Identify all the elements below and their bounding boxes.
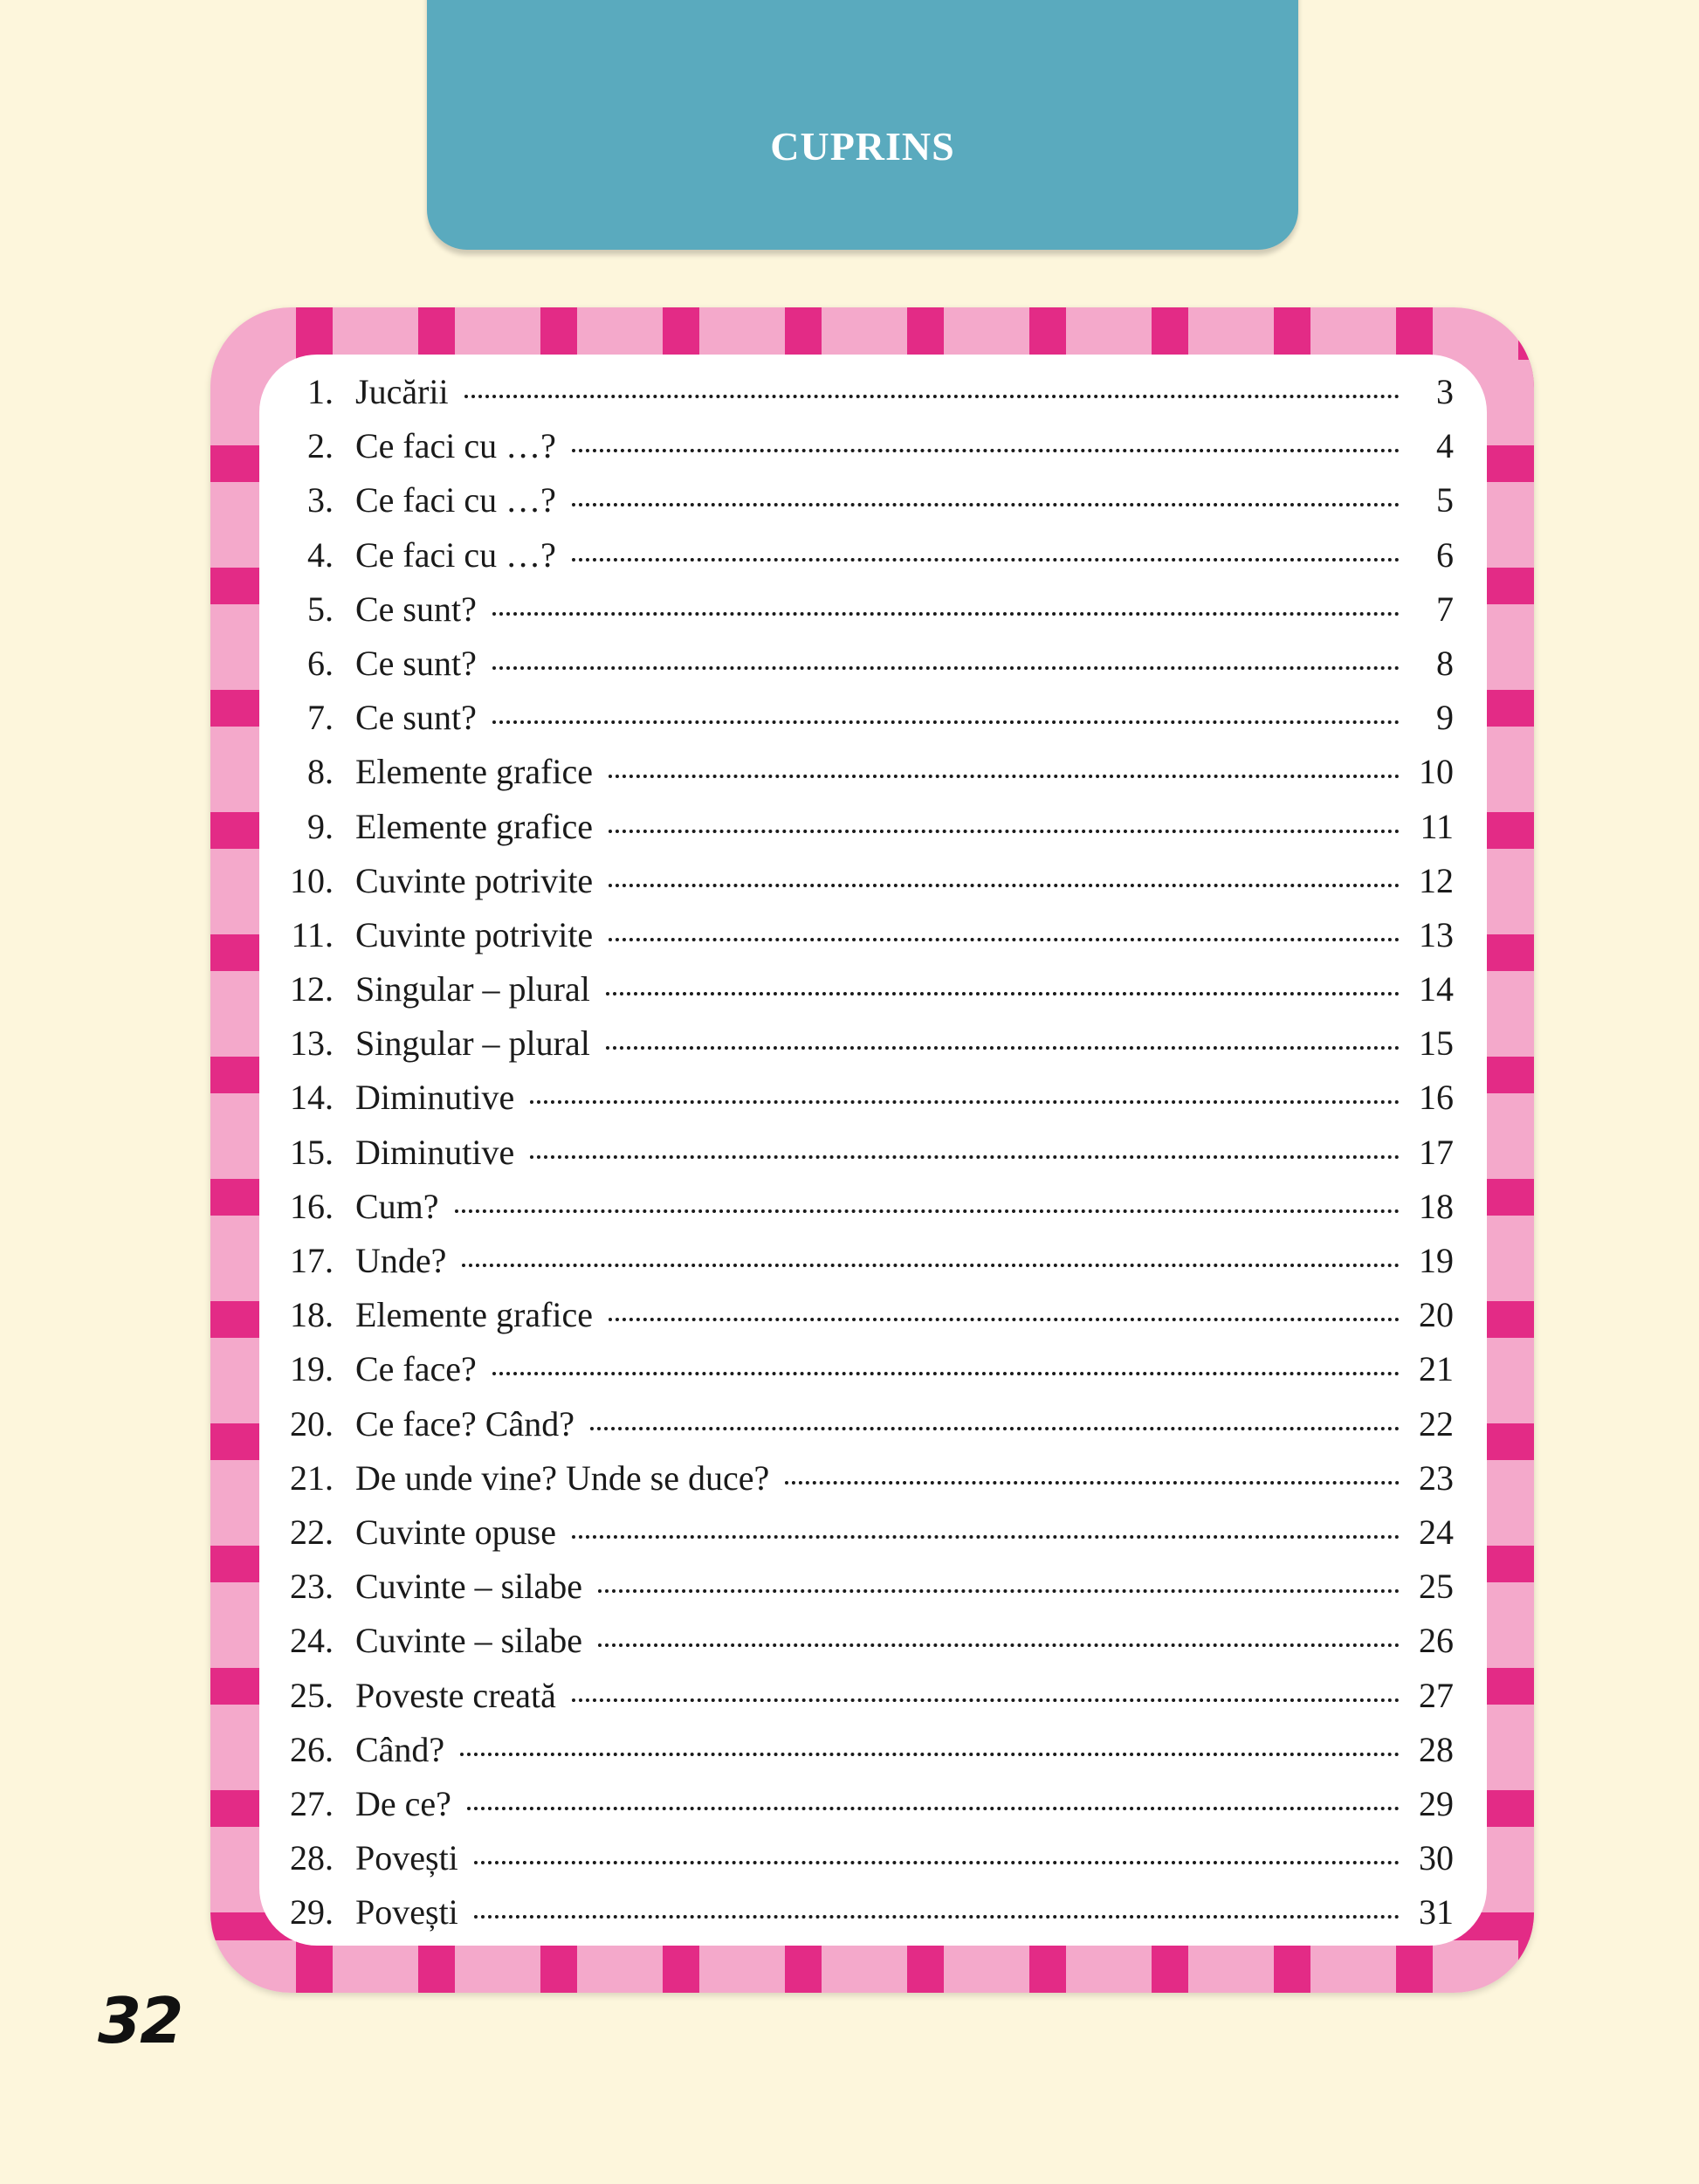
toc-entry-title: Cum? (355, 1186, 439, 1226)
toc-entry[interactable] (262, 425, 1454, 479)
toc-entry-number: 17. (290, 1241, 334, 1280)
toc-entry-title: Ce faci cu …? (355, 534, 556, 575)
toc-entry-number: 3. (307, 480, 334, 520)
toc-entry-number: 8. (307, 752, 334, 792)
toc-entry-number: 6. (307, 643, 334, 683)
toc-entry-page: 8 (1436, 643, 1454, 683)
toc-entry-page: 24 (1419, 1512, 1454, 1552)
toc-entry[interactable] (262, 914, 1454, 968)
toc-entry-title: Ce sunt? (355, 589, 477, 629)
toc-entry[interactable] (262, 371, 1454, 425)
toc-entry-title: Ce faci cu …? (355, 426, 556, 466)
toc-entry[interactable] (262, 479, 1454, 534)
toc-entry-page: 7 (1436, 589, 1454, 629)
toc-entry[interactable] (262, 806, 1454, 860)
toc-entry-page: 20 (1419, 1295, 1454, 1335)
toc-entry-title: Jucării (355, 372, 449, 411)
toc-entry-number: 20. (290, 1403, 334, 1443)
toc-entry[interactable] (262, 589, 1454, 643)
toc-entry[interactable] (262, 1403, 1454, 1457)
toc-entry-title: Cuvinte potrivite (355, 914, 594, 954)
dot-leader (572, 1535, 1400, 1539)
dot-leader (492, 1372, 1400, 1375)
toc-entry-title: Ce sunt? (355, 698, 477, 738)
toc-entry-number: 21. (290, 1457, 334, 1498)
toc-entry[interactable] (262, 1077, 1454, 1131)
toc-entry-number: 1. (307, 372, 334, 411)
toc-entry-number: 4. (307, 534, 334, 575)
dot-leader (474, 1861, 1400, 1864)
toc-entry-title: Ce face? (355, 1349, 477, 1389)
toc-entry-title: Singular – plural (355, 969, 590, 1009)
toc-entry-title: Elemente grafice (355, 806, 594, 846)
toc-entry-page: 9 (1436, 698, 1454, 738)
toc-entry-title: Cuvinte – silabe (355, 1567, 582, 1607)
toc-entry-number: 10. (290, 860, 334, 900)
toc-entry-title: De ce? (355, 1783, 451, 1823)
toc-entry-title: Cuvinte opuse (355, 1512, 556, 1552)
toc-entry-number: 9. (307, 806, 334, 846)
toc-entry[interactable] (262, 1023, 1454, 1077)
dot-leader (492, 666, 1400, 670)
toc-entry[interactable] (262, 1620, 1454, 1674)
toc-entry-page: 10 (1419, 752, 1454, 792)
toc-entry[interactable] (262, 1729, 1454, 1783)
toc-entry-page: 26 (1419, 1621, 1454, 1661)
toc-entry-page: 5 (1436, 480, 1454, 520)
toc-entry[interactable] (262, 1512, 1454, 1566)
toc-entry[interactable] (262, 697, 1454, 751)
dot-leader (598, 1589, 1400, 1593)
dot-leader (785, 1481, 1400, 1485)
toc-entry-number: 29. (290, 1892, 334, 1933)
toc-entry-page: 14 (1419, 969, 1454, 1009)
toc-entry-page: 13 (1419, 914, 1454, 954)
toc-entry-title: Când? (355, 1729, 445, 1769)
toc-entry[interactable] (262, 1891, 1454, 1946)
toc-entry-page: 29 (1419, 1783, 1454, 1823)
toc-entry-title: Ce faci cu …? (355, 480, 556, 520)
toc-entry[interactable] (262, 968, 1454, 1023)
dot-leader (609, 830, 1400, 833)
page-title: CUPRINS (770, 124, 955, 169)
toc-entry-number: 24. (290, 1621, 334, 1661)
toc-entry-title: Povești (355, 1838, 458, 1878)
toc-entry-number: 27. (290, 1783, 334, 1823)
toc-entry-number: 15. (290, 1132, 334, 1172)
toc-entry-title: Ce face? Când? (355, 1403, 574, 1443)
toc-entry-title: Singular – plural (355, 1023, 590, 1064)
toc-entry-page: 30 (1419, 1838, 1454, 1878)
toc-entry[interactable] (262, 1675, 1454, 1729)
dot-leader (572, 1698, 1400, 1702)
toc-entry-page: 4 (1436, 426, 1454, 466)
toc-entry[interactable] (262, 1132, 1454, 1186)
dot-leader (606, 1046, 1400, 1050)
toc-entry[interactable] (262, 643, 1454, 697)
toc-entry-page: 12 (1419, 860, 1454, 900)
dot-leader (474, 1915, 1400, 1919)
toc-entry-number: 5. (307, 589, 334, 629)
toc-entry-title: Cuvinte – silabe (355, 1621, 582, 1661)
toc-entry-page: 28 (1419, 1729, 1454, 1769)
toc-entry-title: Diminutive (355, 1132, 515, 1172)
dot-leader (572, 503, 1400, 506)
toc-entry-page: 15 (1419, 1023, 1454, 1064)
toc-entry-page: 22 (1419, 1403, 1454, 1443)
toc-entry-page: 25 (1419, 1567, 1454, 1607)
page-number: 32 (98, 1984, 182, 2057)
toc-entry-number: 18. (290, 1295, 334, 1335)
toc-entry-page: 21 (1419, 1349, 1454, 1389)
dot-leader (467, 1807, 1400, 1810)
dot-leader (572, 558, 1400, 562)
toc-entry[interactable] (262, 1457, 1454, 1512)
toc-entry-number: 12. (290, 969, 334, 1009)
toc-entry-page: 18 (1419, 1186, 1454, 1226)
toc-entry[interactable] (262, 1566, 1454, 1620)
dot-leader (455, 1209, 1400, 1213)
toc-entry-page: 31 (1419, 1892, 1454, 1933)
toc-entry-number: 2. (307, 426, 334, 466)
dot-leader (609, 938, 1400, 941)
toc-entry-title: De unde vine? Unde se duce? (355, 1457, 770, 1498)
dot-leader (460, 1753, 1400, 1756)
table-of-contents (262, 371, 1454, 1946)
toc-entry-title: Elemente grafice (355, 752, 594, 792)
toc-entry-title: Cuvinte potrivite (355, 860, 594, 900)
toc-entry-page: 6 (1436, 534, 1454, 575)
toc-entry[interactable] (262, 1348, 1454, 1402)
toc-entry-page: 23 (1419, 1457, 1454, 1498)
dot-leader (462, 1264, 1400, 1267)
dot-leader (492, 612, 1400, 616)
dot-leader (590, 1427, 1400, 1430)
toc-entry-title: Unde? (355, 1241, 447, 1280)
toc-entry[interactable] (262, 751, 1454, 805)
dot-leader (530, 1100, 1400, 1104)
toc-entry-number: 22. (290, 1512, 334, 1552)
toc-entry-page: 27 (1419, 1675, 1454, 1715)
toc-entry-number: 25. (290, 1675, 334, 1715)
toc-entry-number: 23. (290, 1567, 334, 1607)
toc-entry-page: 11 (1420, 806, 1454, 846)
toc-entry[interactable] (262, 1837, 1454, 1891)
dot-leader (492, 720, 1400, 724)
toc-entry-number: 19. (290, 1349, 334, 1389)
dot-leader (598, 1643, 1400, 1647)
toc-entry[interactable] (262, 1186, 1454, 1240)
toc-entry[interactable] (262, 1294, 1454, 1348)
toc-entry-title: Elemente grafice (355, 1295, 594, 1335)
toc-entry-number: 14. (290, 1078, 334, 1118)
toc-entry-title: Poveste creată (355, 1675, 556, 1715)
toc-entry-title: Ce sunt? (355, 643, 477, 683)
toc-entry-number: 13. (290, 1023, 334, 1064)
dot-leader (606, 992, 1400, 996)
toc-entry-page: 3 (1436, 372, 1454, 411)
dot-leader (572, 449, 1400, 452)
toc-entry[interactable] (262, 1240, 1454, 1294)
toc-entry-title: Diminutive (355, 1078, 515, 1118)
toc-entry-number: 7. (307, 698, 334, 738)
toc-entry-title: Povești (355, 1892, 458, 1933)
toc-entry-number: 26. (290, 1729, 334, 1769)
toc-entry-number: 28. (290, 1838, 334, 1878)
toc-entry-number: 16. (290, 1186, 334, 1226)
dot-leader (609, 884, 1400, 887)
toc-entry-page: 19 (1419, 1241, 1454, 1280)
toc-entry[interactable] (262, 860, 1454, 914)
dot-leader (609, 1318, 1400, 1321)
dot-leader (464, 395, 1400, 398)
dot-leader (530, 1155, 1400, 1159)
dot-leader (609, 775, 1400, 778)
toc-entry[interactable] (262, 1783, 1454, 1837)
header-tab (427, 0, 1298, 250)
toc-entry-page: 17 (1419, 1132, 1454, 1172)
toc-entry-page: 16 (1419, 1078, 1454, 1118)
toc-entry[interactable] (262, 534, 1454, 589)
toc-entry-number: 11. (291, 914, 334, 954)
